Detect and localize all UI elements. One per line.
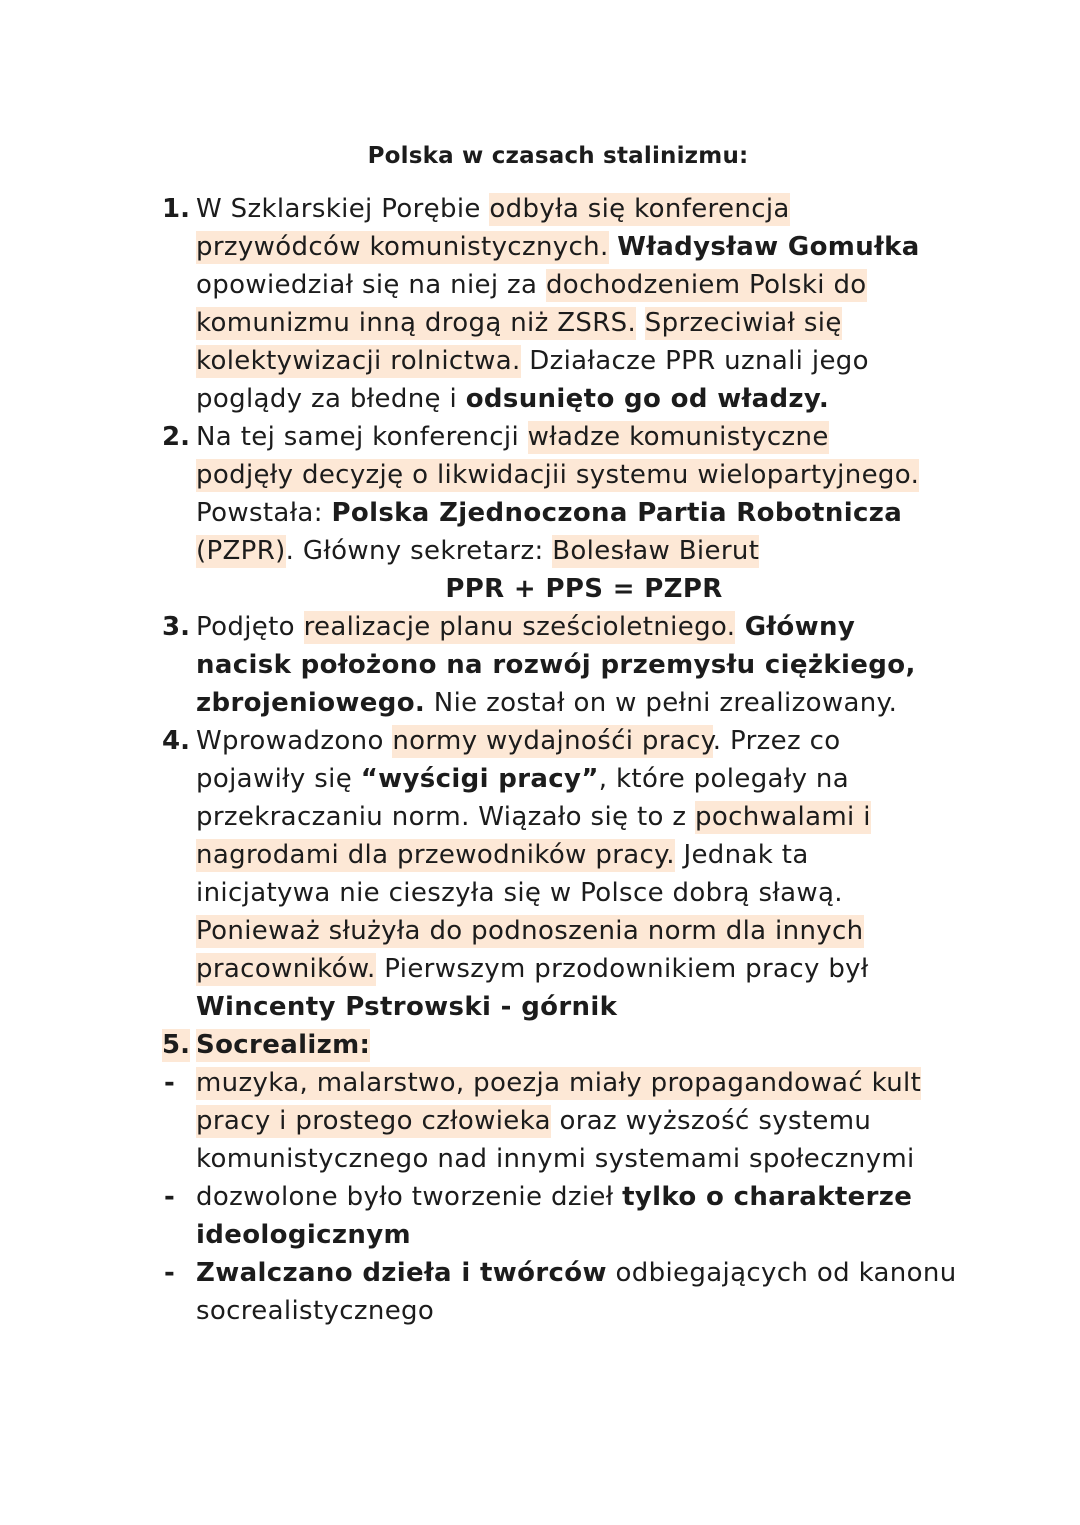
item-2-line-2: podjęły decyzję o likwidacjii systemu wielopartyjnego. [196,460,920,490]
item-1-line-3: opowiedział się na niej za dochodzeniem Polski do [196,270,867,300]
item-1-line-1: W Szklarskiej Porębie odbyła się konferencja [196,194,790,224]
item-1-line-4: komunizmu inną drogą niż ZSRS. Sprzeciwiał się [196,308,842,338]
item-4-line-4: nagrodami dla przewodników pracy. Jednak ta [196,840,809,870]
item-1-number: 1. [162,194,190,224]
item-4-number: 4. [162,726,190,756]
item-1-line-6: poglądy za błednę i odsunięto go od władzy. [196,384,830,414]
item-5-heading: Socrealizm: [196,1030,371,1060]
bullet-2-line-1: dozwolone było tworzenie dzieł tylko o charakterze [196,1182,913,1212]
item-2-line-4: (PZPR). Główny sekretarz: Bolesław Bierut [196,536,760,566]
bullet-3-dash: - [164,1258,175,1288]
party-formula: PPR + PPS = PZPR [445,574,723,604]
bullet-1-dash: - [164,1068,175,1098]
bullet-2-dash: - [164,1182,175,1212]
item-4-line-7: pracowników. Pierwszym przodownikiem pracy był [196,954,869,984]
item-2-number: 2. [162,422,190,452]
item-4-line-1: Wprowadzono normy wydajnośći pracy. Przez co [196,726,841,756]
item-4-line-2: pojawiły się “wyścigi pracy”, które polegały na [196,764,850,794]
bullet-3-line-2: socrealistycznego [196,1296,435,1326]
item-2-line-3: Powstała: Polska Zjednoczona Partia Robotnicza [196,498,903,528]
bullet-1-line-2: pracy i prostego człowieka oraz wyższość systemu [196,1106,872,1136]
item-2-line-1: Na tej samej konferencji władze komunistyczne [196,422,829,452]
item-4-line-8: Wincenty Pstrowski - górnik [196,992,618,1022]
page-title: Polska w czasach stalinizmu: [367,143,749,169]
item-4-line-5: inicjatywa nie cieszyła się w Polsce dobrą sławą. [196,878,843,908]
bullet-3-line-1: Zwalczano dzieła i twórców odbiegających od kanonu [196,1258,957,1288]
bullet-1-line-3: komunistycznego nad innymi systemami społecznymi [196,1144,915,1174]
item-1-line-2: przywódców komunistycznych. Władysław Gomułka [196,232,920,262]
bullet-1-line-1: muzyka, malarstwo, poezja miały propagandować kult [196,1068,922,1098]
item-3-number: 3. [162,612,190,642]
item-1-line-5: kolektywizacji rolnictwa. Działacze PPR uznali jego [196,346,869,376]
item-3-line-3: zbrojeniowego. Nie został on w pełni zrealizowany. [196,688,898,718]
item-4-line-6: Ponieważ służyła do podnoszenia norm dla innych [196,916,864,946]
item-3-line-2: nacisk położono na rozwój przemysłu ciężkiego, [196,650,916,680]
item-3-line-1: Podjęto realizacje planu sześcioletniego. Główny [196,612,856,642]
item-4-line-3: przekraczaniu norm. Wiązało się to z pochwalami i [196,802,871,832]
bullet-2-line-2: ideologicznym [196,1220,411,1250]
item-5-number: 5. [162,1030,190,1060]
